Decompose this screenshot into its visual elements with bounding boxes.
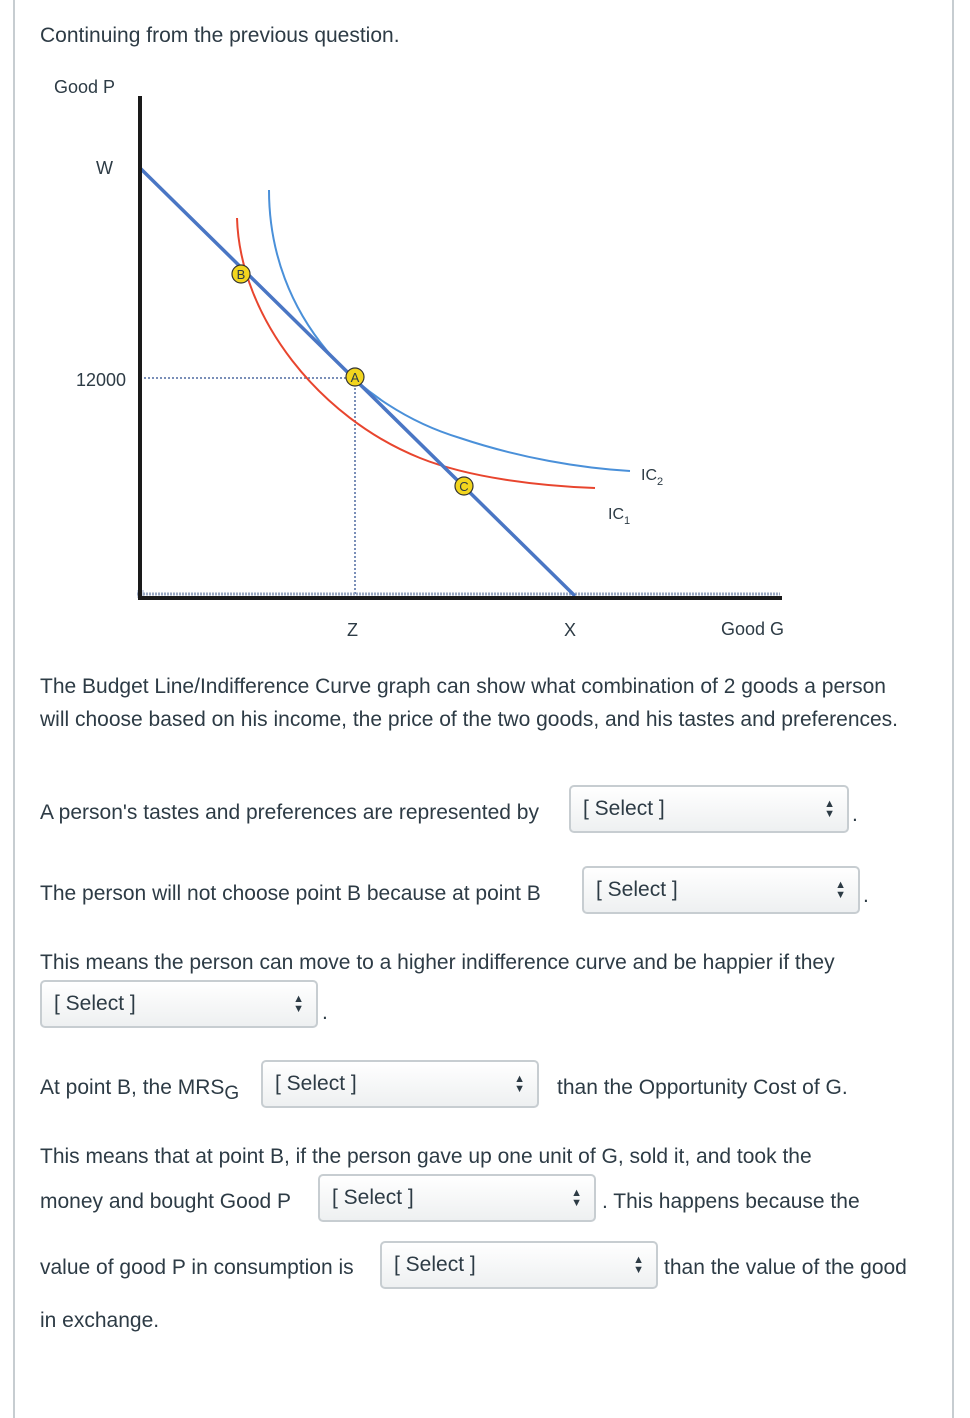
q3-select[interactable]: [ Select ] ▲ ▼ xyxy=(40,980,318,1028)
select-arrows-icon: ▲ ▼ xyxy=(514,1073,525,1095)
select-arrows-icon: ▲ ▼ xyxy=(824,798,835,820)
budget-indifference-graph xyxy=(40,68,820,648)
q2-prefix: The person will not choose point B because at point B xyxy=(40,882,541,905)
y-tick-12000: 12000 xyxy=(76,370,127,390)
q5-select[interactable]: [ Select ] ▲ ▼ xyxy=(318,1174,596,1222)
y-tick-w: W xyxy=(96,158,113,178)
ic1-curve xyxy=(237,218,595,488)
svg-text:C: C xyxy=(459,479,469,494)
select-arrows-icon: ▲ ▼ xyxy=(571,1187,582,1209)
ic1-label: $IC_1$ xyxy=(608,506,631,527)
point-c xyxy=(455,477,473,495)
ic2-curve xyxy=(269,190,630,471)
q4-prefix: At point B, the $MRS_G$ xyxy=(40,1076,240,1104)
select-arrows-icon: ▲ ▼ xyxy=(633,1254,644,1276)
q2-select[interactable]: [ Select ] ▲ ▼ xyxy=(582,866,860,914)
select-arrows-icon: ▲ ▼ xyxy=(835,879,846,901)
left-border xyxy=(13,0,15,1418)
paragraph-intro: The Budget Line/Indifference Curve graph can show what combination of 2 goods a person will choose based on his income, the price of the two goods, and his tastes and preferences. xyxy=(40,675,899,731)
point-a xyxy=(346,368,364,386)
q5-prefix: money and bought Good P xyxy=(40,1190,292,1213)
intro-text: Continuing from the previous question. xyxy=(40,24,400,47)
q6-suffix: than the value of the good xyxy=(664,1256,907,1279)
q5-line1: This means that at point B, if the person gave up one unit of G, sold it, and took the xyxy=(40,1145,812,1168)
right-border xyxy=(952,0,954,1418)
x-tick-x: X xyxy=(564,620,577,640)
x-axis-label: Good G xyxy=(721,619,785,639)
q1-prefix: A person's tastes and preferences are represented by xyxy=(40,801,539,824)
y-axis-label: Good P xyxy=(54,77,116,97)
x-tick-z: Z xyxy=(347,620,358,640)
q6-line2: in exchange. xyxy=(40,1309,160,1332)
select-arrows-icon: ▲ ▼ xyxy=(293,993,304,1015)
q5-suffix: . This happens because the xyxy=(602,1190,860,1213)
q3-prefix: This means the person can move to a higher indifference curve and be happier if they xyxy=(40,951,835,974)
svg-text:B: B xyxy=(236,267,246,282)
point-b xyxy=(232,265,250,283)
q1-select[interactable]: [ Select ] ▲ ▼ xyxy=(569,785,849,833)
svg-text:A: A xyxy=(350,370,360,385)
q6-prefix: value of good P in consumption is xyxy=(40,1256,354,1279)
q4-select[interactable]: [ Select ] ▲ ▼ xyxy=(261,1060,539,1108)
q6-select[interactable]: [ Select ] ▲ ▼ xyxy=(380,1241,658,1289)
ic2-label: $IC_2$ xyxy=(641,467,664,488)
q4-suffix: than the Opportunity Cost of G. xyxy=(557,1076,848,1099)
